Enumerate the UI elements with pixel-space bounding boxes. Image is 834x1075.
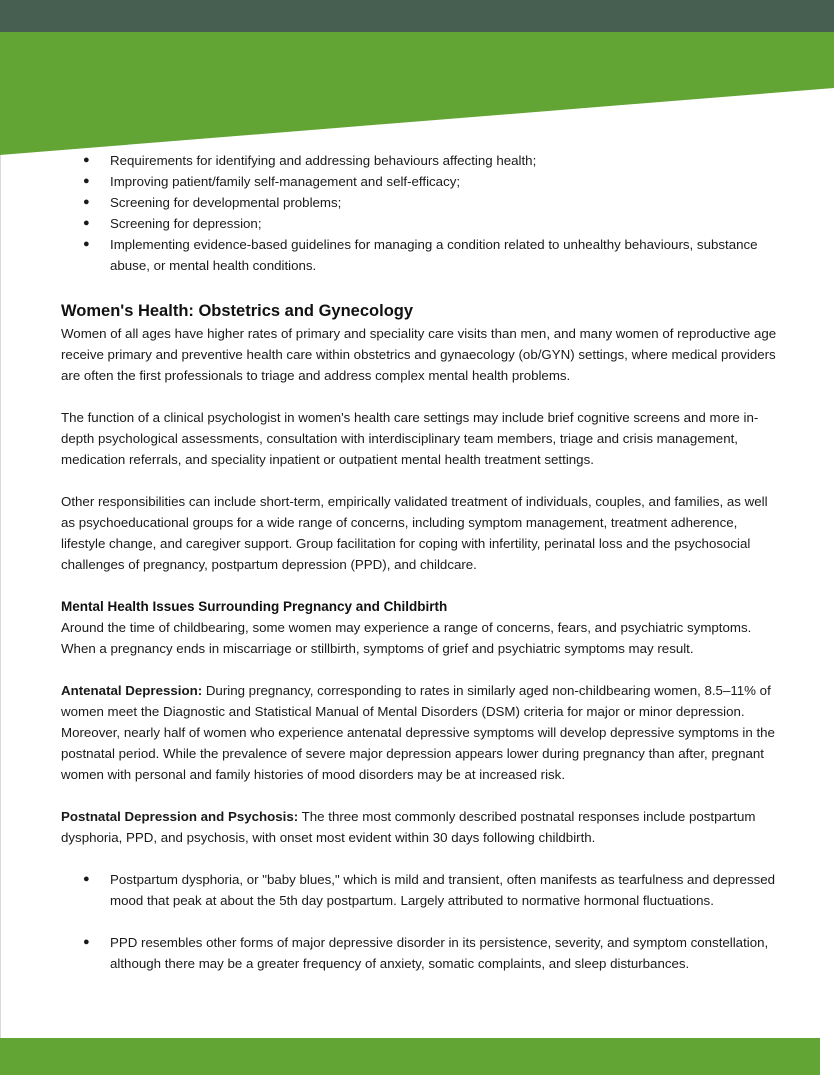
paragraph-postnatal-depression bbox=[61, 806, 779, 848]
postnatal-bullet-list bbox=[61, 869, 779, 974]
paragraph: Women of all ages have higher rates of primary and speciality care visits than men, and many women of reproductive age receive primary and preventive health care within obstetrics and gynaecology (ob/GYN) settings, where medical providers are often the first professionals to triage and address complex mental health problems. bbox=[61, 326, 777, 383]
top-bullet-list bbox=[61, 150, 779, 276]
document-body bbox=[61, 150, 779, 995]
paragraph-antenatal-depression bbox=[61, 680, 779, 785]
section-heading-womens-health: Women's Health: Obstetrics and Gynecology bbox=[61, 302, 414, 320]
header-dark-strip bbox=[0, 0, 834, 34]
list-item: ● Screening for depression; bbox=[61, 213, 779, 234]
paragraph: Around the time of childbearing, some women may experience a range of concerns, fears, and psychiatric symptoms. When a pregnancy ends in miscarriage or stillbirth, symptoms of grief and psychiatric symptoms may result. bbox=[61, 620, 752, 656]
paragraph: Other responsibilities can include short-term, empirically validated treatment of individuals, couples, and families, as well as psychoeducational groups for a wide range of concerns, including symptom management, treatment adherence, lifestyle change, and caregiver support. Group facilitation for coping with infertility, perinatal loss and the psychosocial challenges of pregnancy, postpartum depression (PPD), and childcare. bbox=[61, 494, 768, 572]
list-item: ● Implementing evidence-based guidelines for managing a condition related to unhealthy behaviours, substance abuse, or mental health conditions. bbox=[61, 234, 779, 276]
section-heading-pregnancy: Mental Health Issues Surrounding Pregnancy and Childbirth bbox=[61, 599, 448, 614]
postnatal-depression-text: The three most commonly described postnatal responses include postpartum dysphoria, PPD, and psychosis, with onset most evident within 30 days following childbirth. bbox=[61, 809, 756, 845]
list-item: ● Postpartum dysphoria, or "baby blues," which is mild and transient, often manifests as tearfulness and depressed mood that peak at about the 5th day postpartum. Largely attributed to normative hormonal fluctuations. bbox=[61, 869, 779, 911]
antenatal-depression-label: Antenatal Depression: bbox=[61, 683, 203, 698]
antenatal-depression-text: During pregnancy, corresponding to rates in similarly aged non-childbearing women, 8.5–11% of women meet the Diagnostic and Statistical Manual of Mental Disorders (DSM) criteria for major or minor depression. Moreover, nearly half of women who experience antenatal depressive symptoms will develop depressive symptoms in the postnatal period. While the prevalence of severe major depression appears lower during pregnancy than after, pregnant women with personal and family histories of mood disorders may be at increased risk. bbox=[61, 683, 775, 782]
list-item: ● PPD resembles other forms of major depressive disorder in its persistence, severity, and symptom constellation, although there may be a greater frequency of anxiety, somatic complaints, and sleep disturbances. bbox=[61, 932, 779, 974]
footer-banner bbox=[0, 1038, 820, 1075]
list-item: ● Requirements for identifying and addressing behaviours affecting health; bbox=[61, 150, 779, 171]
page-left-edge bbox=[0, 0, 1, 1075]
list-item: ● Improving patient/family self-management and self-efficacy; bbox=[61, 171, 779, 192]
header-banner bbox=[0, 0, 834, 160]
paragraph: The function of a clinical psychologist in women's health care settings may include brief cognitive screens and more in-depth psychological assessments, consultation with interdisciplinary team members, triage and crisis management, medication referrals, and speciality inpatient or outpatient mental health treatment settings. bbox=[61, 410, 759, 467]
header-green-wedge bbox=[0, 32, 834, 155]
list-item: ● Screening for developmental problems; bbox=[61, 192, 779, 213]
postnatal-depression-label: Postnatal Depression and Psychosis: bbox=[61, 809, 299, 824]
